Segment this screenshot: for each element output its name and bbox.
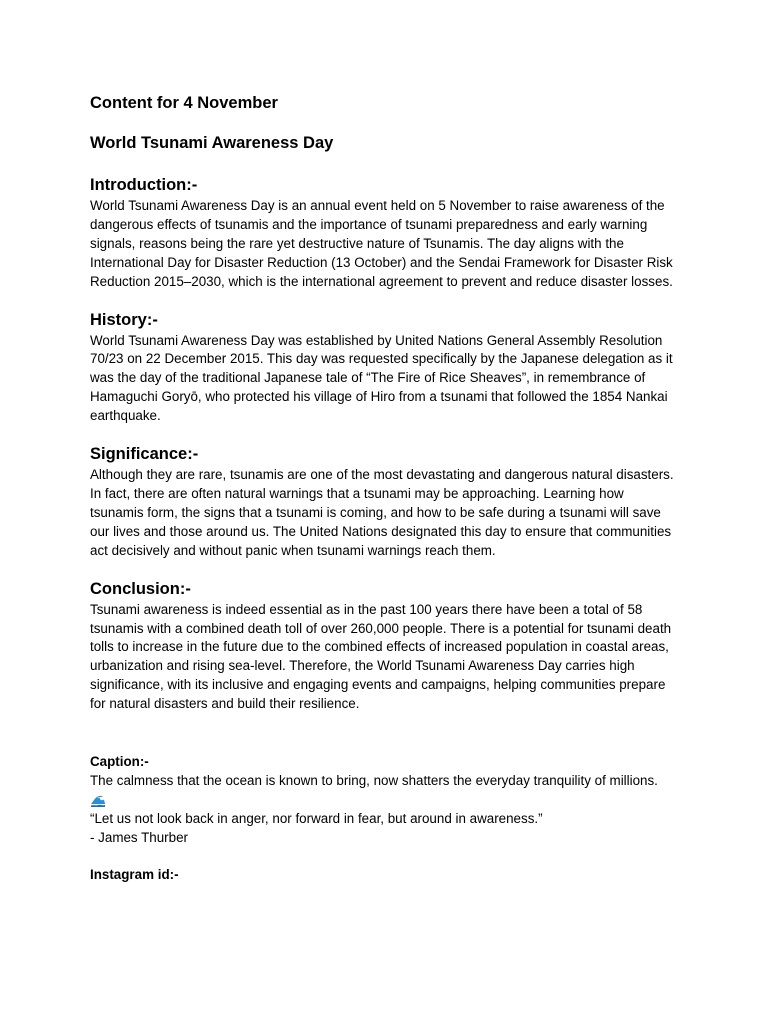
section-significance (90, 443, 690, 561)
event-title: World Tsunami Awareness Day (90, 134, 334, 152)
caption-attribution: - James Thurber (90, 829, 188, 845)
section-heading: Significance:- (90, 445, 199, 464)
section-introduction (90, 174, 690, 292)
section-heading: Introduction:- (90, 176, 198, 194)
caption-block (90, 753, 690, 848)
caption-text: The calmness that the ocean is known to bring, now shatters the everyday tranquility of millions. (90, 772, 658, 788)
section-heading: Conclusion:- (90, 579, 191, 598)
section-history (90, 309, 690, 427)
instagram-block (90, 866, 690, 885)
section-body: World Tsunami Awareness Day is an annual event held on 5 November to raise awareness of the dangerous effects of tsunamis and the importance of tsunami preparedness and early warning signals, reasons being the rare yet destructive nature of Tsunamis. The day aligns with the International Day for Disaster Reduction (13 October) and the Sendai Framework for Disaster Risk Reduction 2015–2030, which is the international agreement to prevent and reduce disaster losses. (90, 198, 673, 289)
water-wave-icon (90, 791, 106, 807)
section-body: Tsunami awareness is indeed essential as in the past 100 years there have been a total of 58 tsunamis with a combined death toll of over 260,000 people. There is a potential for tsunami death tolls to increase in the future due to the combined effects of increased population in coastal areas, urbanization and rising sea-level. Therefore, the World Tsunami Awareness Day carries high significance, with its inclusive and engaging events and campaigns, helping communities prepare for natural disasters and build their resilience. (90, 601, 672, 712)
caption-heading: Caption:- (90, 754, 149, 770)
section-heading: History:- (90, 310, 158, 329)
caption-icon-line (90, 791, 690, 810)
instagram-heading: Instagram id:- (90, 866, 179, 882)
document-page (90, 92, 690, 884)
document-title: Content for 4 November (90, 94, 278, 112)
section-body: World Tsunami Awareness Day was established by United Nations General Assembly Resolution 70/23 on 22 December 2015. This day was requested specifically by the Japanese delegation as it was the day of the traditional Japanese tale of “The Fire of Rice Sheaves”, in remembrance of Hamaguchi Goryō, who protected his village of Hiro from a tsunami that followed the 1854 Nankai earthquake. (90, 332, 673, 424)
section-conclusion (90, 578, 690, 714)
section-body: Although they are rare, tsunamis are one of the most devastating and dangerous natural disasters. In fact, there are often natural warnings that a tsunami may be approaching. Learning how tsunamis form, the signs that a tsunami is coming, and how to be safe during a tsunami will save our lives and those around us. The United Nations designated this day to ensure that communities act decisively and without panic when tsunami warnings reach them. (90, 467, 674, 558)
caption-quote: “Let us not look back in anger, nor forward in fear, but around in awareness.” (90, 810, 543, 826)
